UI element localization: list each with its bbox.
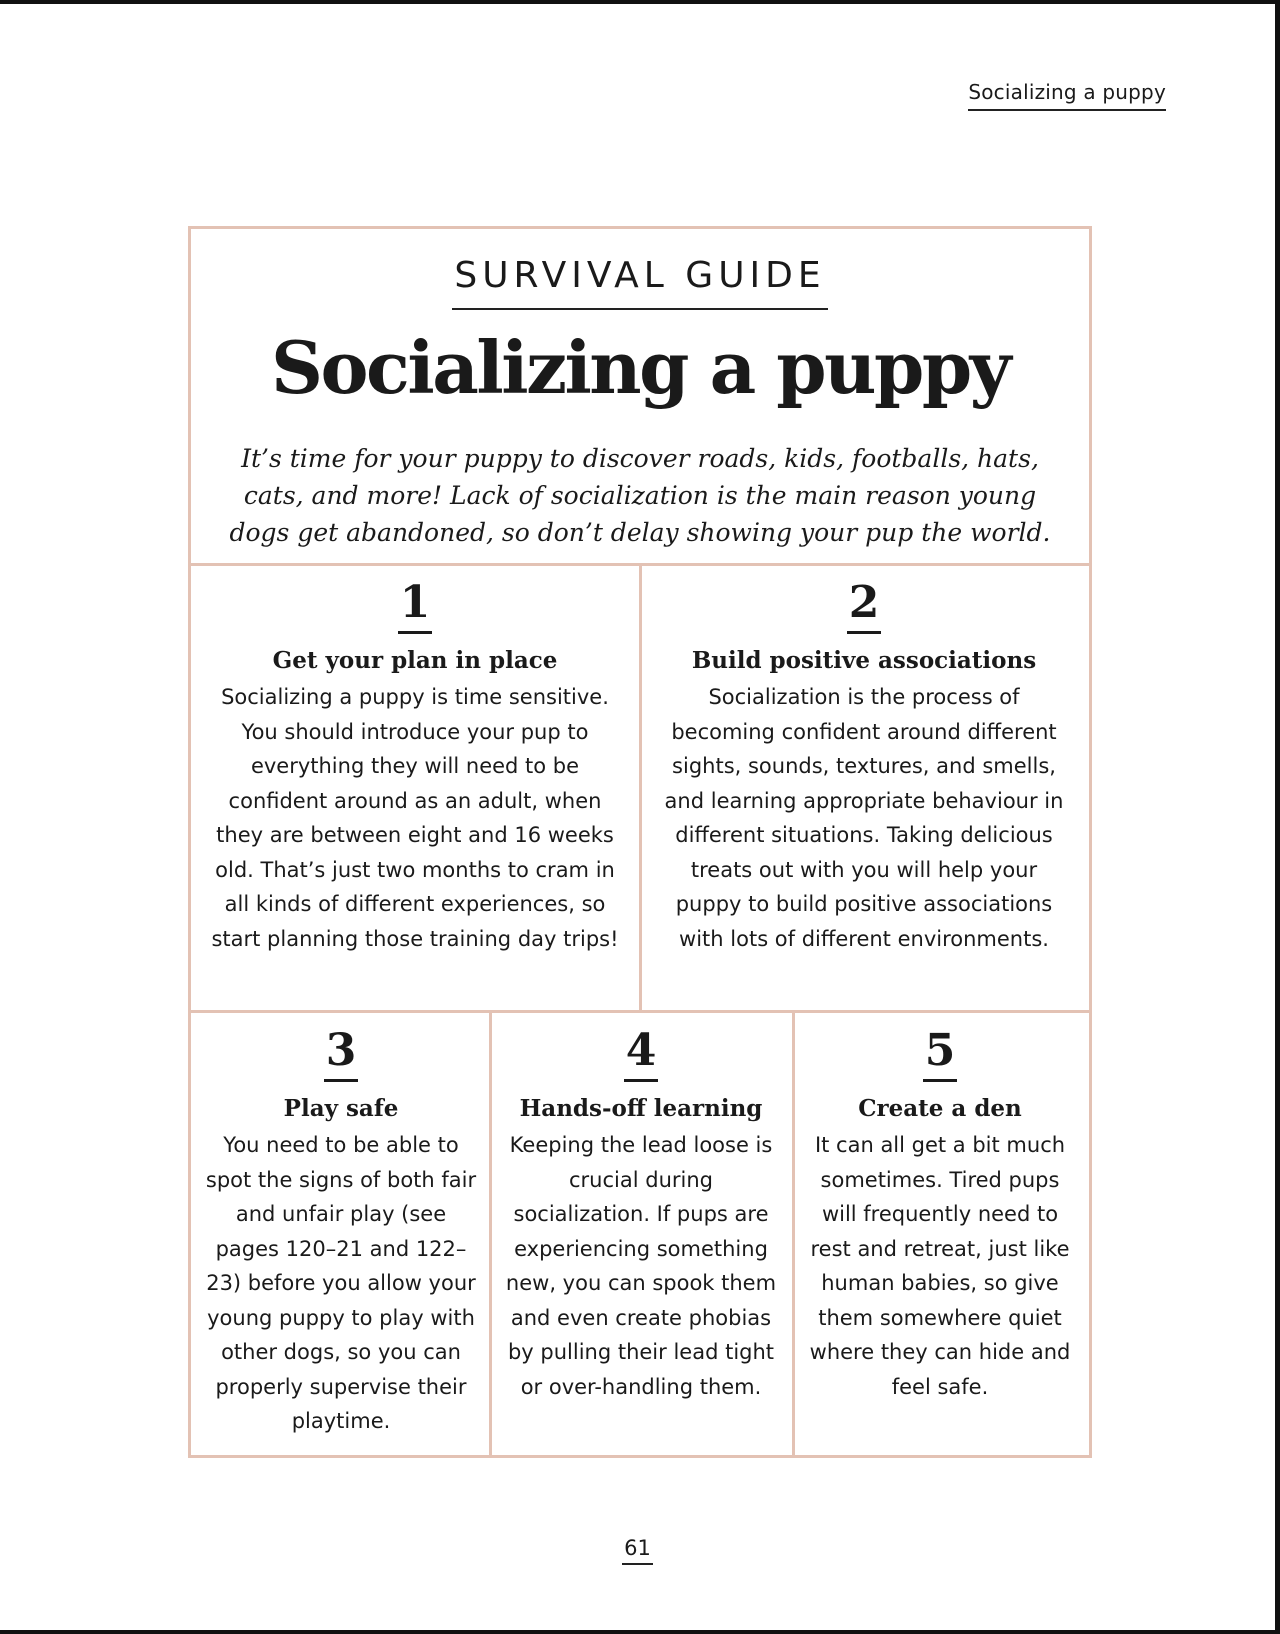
tip-5 bbox=[805, 1025, 1075, 1404]
tip-body: Socialization is the process of becoming confident around different sights, sounds, textures, and smells, and learning appropriate behaviour in different situations. Taking delicious treats out with you will help your puppy to build positive associations with lots of different environments. bbox=[664, 685, 1064, 951]
guide-intro bbox=[191, 229, 1089, 563]
tip-heading: Play safe bbox=[283, 1095, 399, 1122]
tip-1 bbox=[205, 577, 625, 956]
divider-row2-right bbox=[792, 1010, 795, 1455]
tip-heading: Build positive associations bbox=[691, 647, 1037, 674]
tip-body: Socializing a puppy is time sensitive. You should introduce your pup to everything they will need to be confident around as an adult, when they are between eight and 16 weeks old. That’s just two months to cram in all kinds of different experiences, so start planning those training day trips! bbox=[211, 685, 619, 951]
tip-body: Keeping the lead loose is crucial during socialization. If pups are experiencing something new, you can spook them and even create phobias by pulling their lead tight or over-handling them. bbox=[505, 1133, 777, 1399]
tip-body: You need to be able to spot the signs of both fair and unfair play (see pages 120–21 and 122–23) before you allow your young puppy to play with other dogs, so you can properly supervise their playtime. bbox=[205, 1133, 477, 1433]
tip-4 bbox=[501, 1025, 781, 1404]
page-title: Socializing a puppy bbox=[271, 325, 1009, 410]
divider-row1-mid bbox=[639, 563, 642, 1013]
tip-number: 3 bbox=[324, 1029, 359, 1082]
divider-middle bbox=[191, 1010, 1089, 1013]
lede: It’s time for your puppy to discover roads, kids, footballs, hats, cats, and more! Lack of socialization is the main reason young dogs get abandoned, so don’t delay showing your pup the world. bbox=[229, 444, 1051, 547]
tip-number: 5 bbox=[923, 1029, 958, 1082]
page-number-label: 61 bbox=[622, 1536, 653, 1565]
tip-number: 4 bbox=[624, 1029, 659, 1082]
tip-3 bbox=[205, 1025, 477, 1439]
tip-heading: Create a den bbox=[858, 1095, 1022, 1122]
tip-heading: Hands-off learning bbox=[519, 1095, 763, 1122]
survival-guide-box bbox=[188, 226, 1092, 1458]
running-head: Socializing a puppy bbox=[968, 80, 1166, 111]
tip-body: It can all get a bit much sometimes. Tired pups will frequently need to rest and retreat, just like human babies, so give them somewhere quiet where they can hide and feel safe. bbox=[809, 1133, 1071, 1399]
tip-number: 1 bbox=[398, 581, 433, 634]
kicker: SURVIVAL GUIDE bbox=[452, 255, 827, 310]
divider-row2-left bbox=[489, 1010, 492, 1455]
tip-2 bbox=[657, 577, 1071, 956]
tip-number: 2 bbox=[847, 581, 882, 634]
tip-heading: Get your plan in place bbox=[272, 647, 558, 674]
page-number bbox=[0, 1536, 1275, 1565]
